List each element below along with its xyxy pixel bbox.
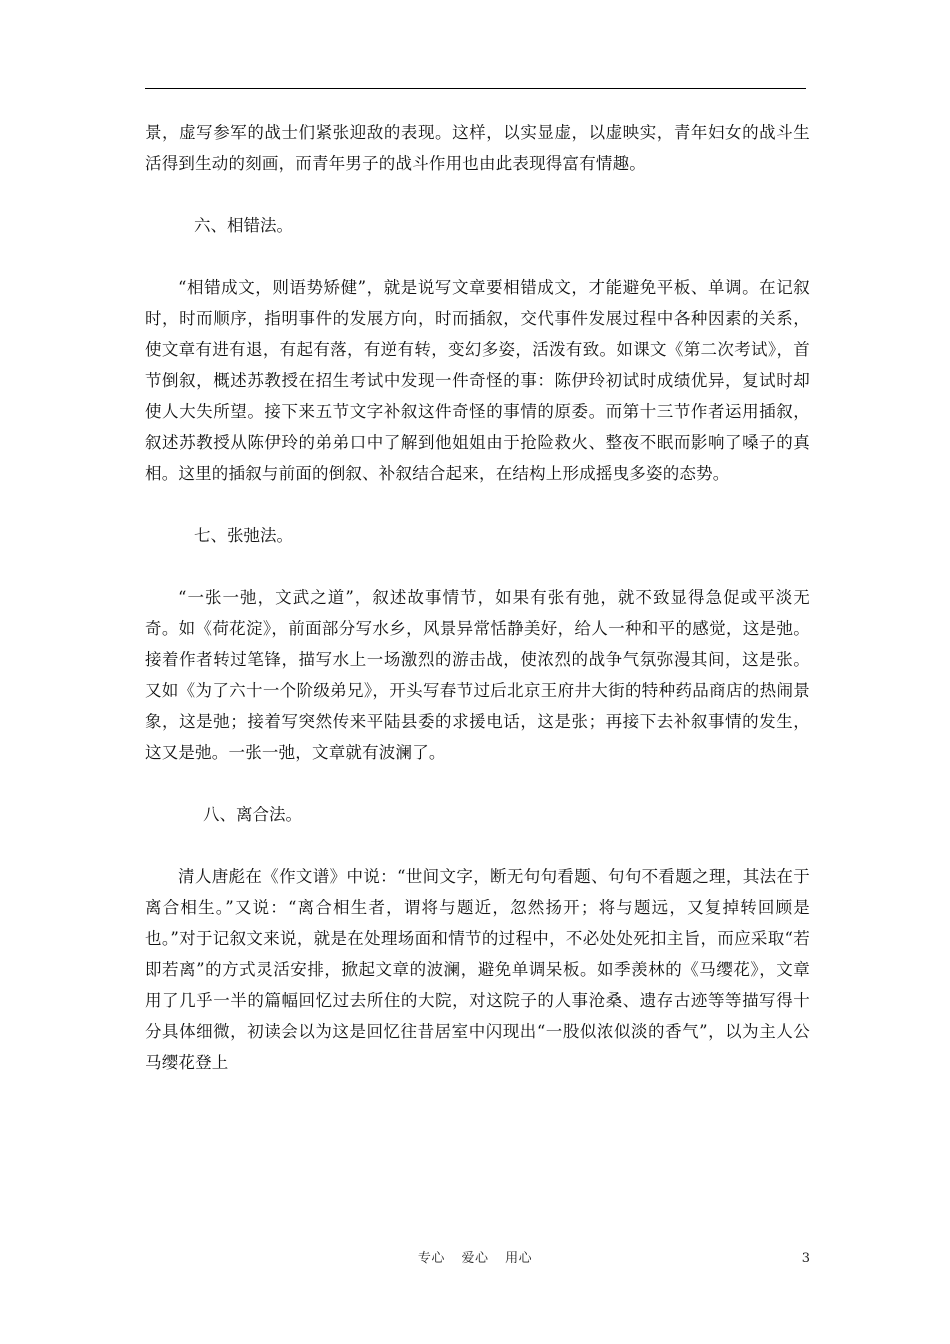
section-heading-6: 六、相错法。 [194,216,293,235]
header-rule [145,88,806,89]
section-heading-7: 七、张弛法。 [194,526,293,545]
footer-motto-word: 爱心 [461,1251,489,1266]
footer-motto-word: 用心 [505,1251,533,1266]
section-heading-8: 八、离合法。 [203,805,302,824]
paragraph-section-8: 清人唐彪在《作文谱》中说：“世间文字，断无句句看题、句句不看题之理，其法在于离合相生。”又说：“离合相生者，谓将与题近，忽然扬开；将与题远，又复掉转回顾是也。”对于记叙文来说，就是在处理场面和情节的过程中，不必处处死扣主旨，而应采取“若即若离”的方式灵活安排，掀起文章的波澜，避免单调呆板。如季羡林的《马缨花》，文章用了几乎一半的篇幅回忆过去所住的大院，对这院子的人事沧桑、遗存古迹等等描写得十分具体细微，初读会以为这是回忆往昔居室中闪现出“一股似浓似淡的香气”，以为主人公马缨花登上 [145,867,810,1072]
footer-motto-word: 专心 [417,1251,445,1266]
page-number: 3 [801,1251,810,1266]
paragraph-intro: 景，虚写参军的战士们紧张迎敌的表现。这样，以实显虚，以虚映实，青年妇女的战斗生活得到生动的刻画，而青年男子的战斗作用也由此表现得富有情趣。 [145,123,810,173]
paragraph-section-6: “相错成文，则语势矫健”，就是说写文章要相错成文，才能避免平板、单调。在记叙时，时而顺序，指明事件的发展方向，时而插叙，交代事件发展过程中各种因素的关系，使文章有进有退，有起有落，有逆有转，变幻多姿，活泼有致。如课文《第二次考试》，首节倒叙，概述苏教授在招生考试中发现一件奇怪的事：陈伊玲初试时成绩优异，复试时却使人大失所望。接下来五节文字补叙这件奇怪的事情的原委。而第十三节作者运用插叙，叙述苏教授从陈伊玲的弟弟口中了解到他姐姐由于抢险救火、整夜不眠而影响了嗓子的真相。这里的插叙与前面的倒叙、补叙结合起来，在结构上形成摇曳多姿的态势。 [145,278,810,483]
document-body [145,117,810,1078]
paragraph-section-7: “一张一弛，文武之道”，叙述故事情节，如果有张有弛，就不致显得急促或平淡无奇。如《荷花淀》，前面部分写水乡，风景异常恬静美好，给人一种和平的感觉，这是弛。接着作者转过笔锋，描写水上一场激烈的游击战，使浓烈的战争气氛弥漫其间，这是张。又如《为了六十一个阶级弟兄》，开头写春节过后北京王府井大街的特种药品商店的热闹景象，这是弛；接着写突然传来平陆县委的求援电话，这是张；再接下去补叙事情的发生，这又是弛。一张一弛，文章就有波澜了。 [145,588,810,762]
